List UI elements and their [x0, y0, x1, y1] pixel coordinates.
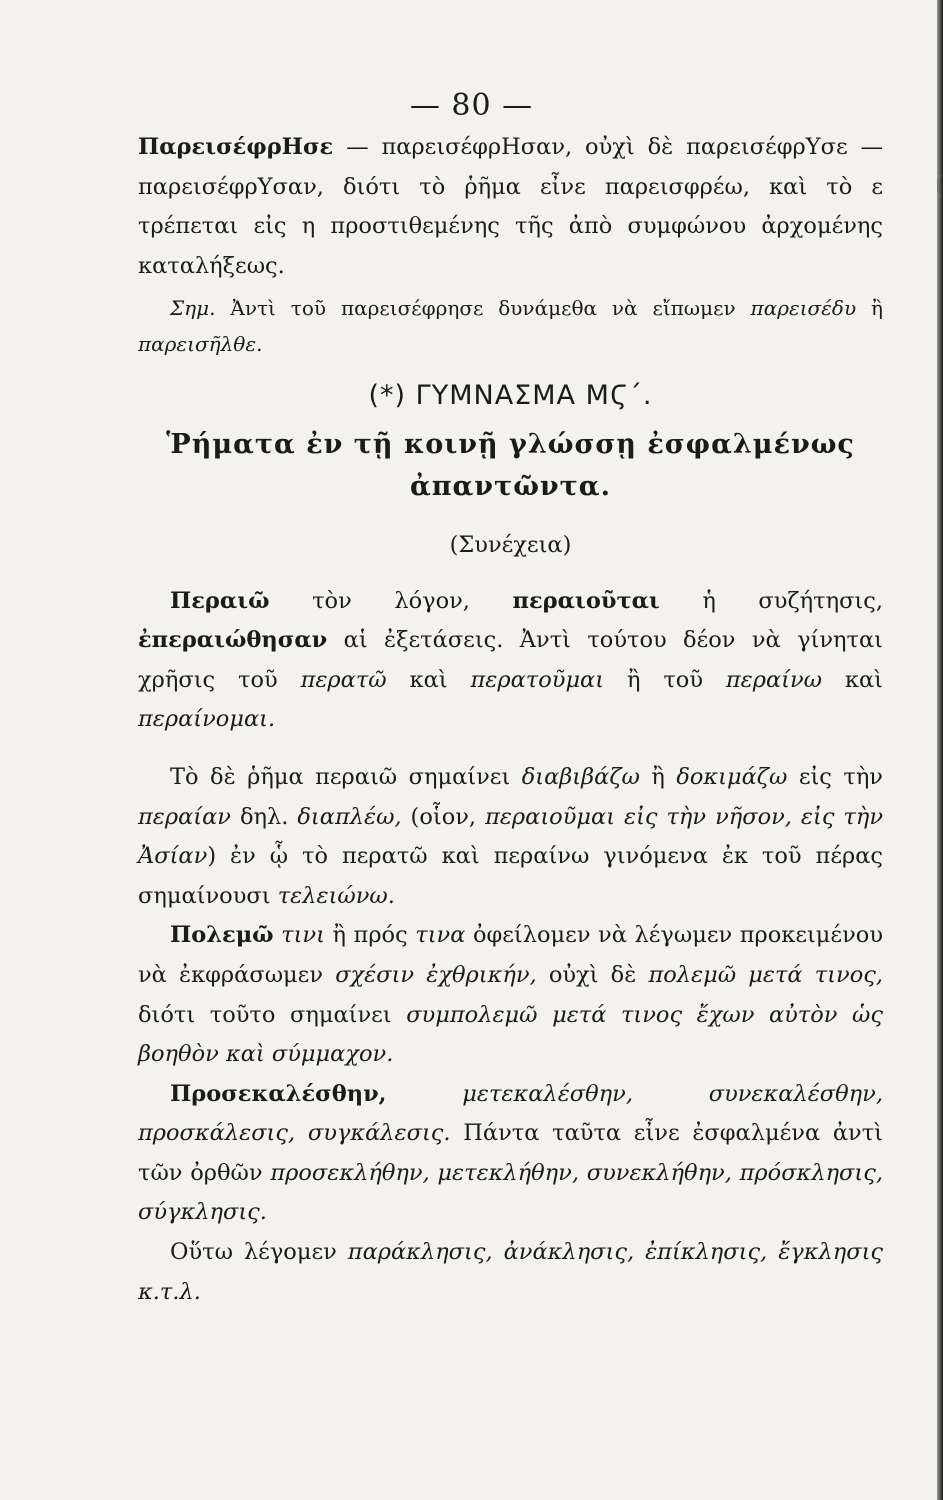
text-run: αἱ ἐξετάσεις. Ἀντὶ τούτου δέον νὰ γίνηται χρῆσις τοῦ [138, 627, 883, 693]
italic-run: μετεκαλέσθην, συνεκαλέσθην, προσκάλεσις, συγκάλεσις. [138, 1080, 883, 1147]
entry-headword: Περαιῶ [170, 587, 270, 614]
italic-run: δοκιμάζω [676, 763, 788, 790]
text-run: Τὸ δὲ ῥῆμα περαιῶ σημαίνει [170, 763, 522, 790]
italic-run: περατοῦμαι [470, 666, 605, 693]
italic-run: περατῶ [300, 666, 387, 693]
continuation-label: (Συνέχεια) [449, 531, 572, 558]
note-paragraph [138, 290, 883, 362]
note-or: ἢ [856, 296, 884, 321]
text-run: (οἷον, [401, 803, 486, 830]
italic-run: περαίαν [138, 803, 231, 830]
italic-run: τινι [273, 922, 325, 949]
paragraph-prosekalesthin [138, 1075, 883, 1233]
italic-run: διαβιβάζω [521, 763, 640, 790]
italic-run: περαίνω [725, 666, 823, 693]
italic-run: περαίνομαι. [138, 706, 276, 733]
note-abbreviation: Σημ. [170, 296, 216, 321]
text-run: καὶ [386, 666, 471, 693]
note-text: Ἀντὶ τοῦ παρεισέφρησε δυνάμεθα νὰ εἴπωμεν [215, 296, 751, 321]
page-edge-shadow [937, 0, 943, 1500]
text-run: ἢ [639, 763, 677, 790]
italic-run: παράκλησις, ἀνάκλησις, ἐπίκλησις, ἔγκλησις κ.τ.λ. [138, 1239, 883, 1305]
entry-headword: ἐπεραιώθησαν [138, 627, 328, 654]
text-run: τὸν λόγον, [269, 587, 513, 614]
paragraph-peraio [138, 582, 883, 740]
entry-headword: Προσεκαλέσθην, [170, 1080, 387, 1107]
paragraph-simainei [138, 758, 883, 916]
text-run: ἢ πρός [324, 922, 416, 949]
paragraph-outo [138, 1233, 883, 1312]
section-subtitle: Ῥήματα ἐν τῇ κοινῇ γλώσσῃ ἐσφαλμένως ἀπαντῶντα. [166, 428, 855, 502]
entry-headword: ΠαρεισέφρΗσε [138, 134, 334, 160]
paragraph-text: — παρεισέφρΗσαν, οὐχὶ δὲ παρεισέφρΥσε — παρεισέφρΥσαν, διότι τὸ ῥῆμα εἶνε παρεισφρέω, καὶ τὸ ε τρέπεται εἰς η προστιθεμένης τῆς ἀπὸ συμφώνου ἀρχομένης καταλήξεως. [138, 134, 883, 279]
italic-run: προσεκλήθην, μετεκλήθην, συνεκλήθην, πρόσκλησις, σύγκλησις. [138, 1159, 883, 1226]
binding-mark [937, 175, 943, 197]
entry-headword: Πολεμῶ [170, 922, 274, 949]
italic-run: τελειώνω. [277, 882, 395, 909]
italic-run: σχέσιν ἐχθρικήν, [335, 961, 537, 988]
page-body [138, 128, 883, 1312]
page-number: — 80 — [409, 88, 534, 123]
text-run: δηλ. [230, 803, 298, 830]
text-run: διότι τοῦτο σημαίνει [138, 1001, 407, 1028]
text-run: καὶ [822, 666, 883, 693]
note-italic-word: παρεισῆλθε. [138, 332, 263, 357]
text-run: ὀφείλομεν νὰ λέγωμεν προκειμένου νὰ ἐκφράσωμεν [138, 922, 883, 988]
italic-run: περαιοῦμαι εἰς τὴν νῆσον, εἰς τὴν Ἀσίαν [138, 803, 884, 870]
text-run: Πάντα ταῦτα εἶνε ἐσφαλμένα ἀντὶ τῶν ὀρθῶν [138, 1120, 883, 1186]
italic-run: συμπολεμῶ μετά τινος ἔχων αὐτὸν ὡς βοηθὸν καὶ σύμμαχον. [138, 1001, 883, 1068]
text-run: εἰς τὴν [787, 763, 883, 790]
entry-headword: περαιοῦται [512, 587, 660, 614]
italic-run: τινα [415, 922, 466, 949]
text-run: Οὕτω λέγομεν [170, 1239, 348, 1266]
paragraph-pareisefrise [138, 128, 883, 286]
paragraph-polemo [138, 916, 883, 1074]
text-run: οὐχὶ δὲ [536, 961, 649, 988]
italic-run: πολεμῶ μετά τινος, [648, 961, 884, 988]
exercise-title: (*) ΓΥΜΝΑΣΜΑ ΜϚ΄. [368, 380, 653, 412]
note-italic-word: παρεισέδυ [750, 296, 857, 321]
text-run: ἡ συζήτησις, [659, 587, 884, 614]
text-run: ) ἐν ᾧ τὸ περατῶ καὶ περαίνω γινόμενα ἐκ τοῦ πέρας σημαίνουσι [138, 843, 883, 909]
italic-run: διαπλέω, [297, 803, 402, 830]
text-run: ἢ τοῦ [604, 666, 726, 693]
